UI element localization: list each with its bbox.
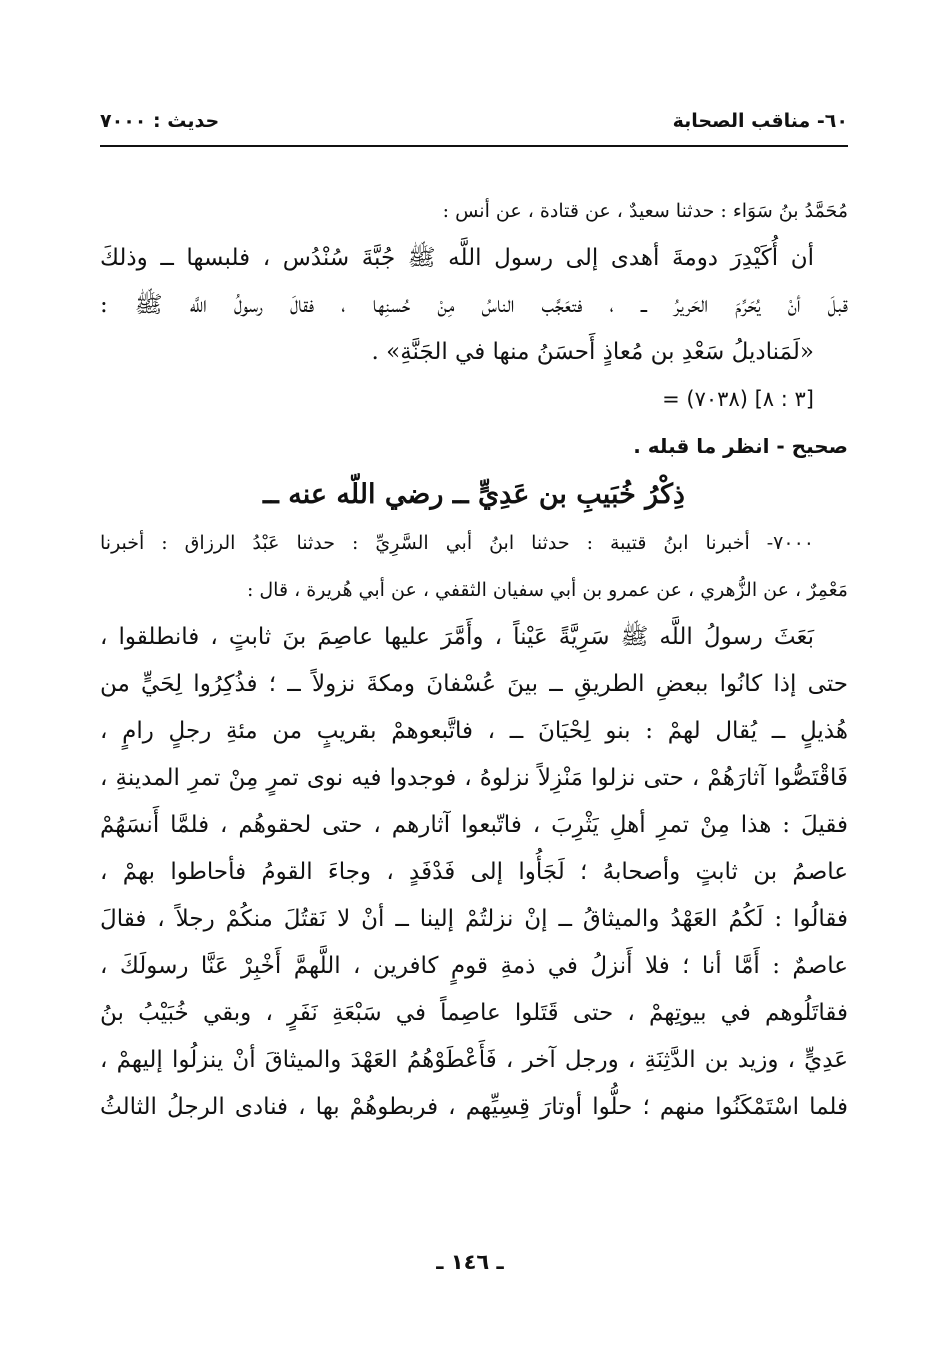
section-heading: ذِكْرُ خُبَيبِ بن عَدِيٍّ ــ رضي اللّه عنه ــ [263, 479, 685, 510]
text-line: فَاقْتَصُّوا آثارَهُمْ ، حتى نزلوا مَنْزِلاً نزلوهُ ، فوجدوا فيه نوى تمرٍ مِنْ تمرِ المدينةِ ، [100, 765, 848, 791]
text-line: فقاتَلُوهم في بيوتِهمْ ، حتى قَتَلوا عاصِماً في سَبْعَةِ نَفَرٍ ، وبقي خُبَيْبُ بنُ [100, 1000, 848, 1026]
hadith-isnad-line: مَعْمِرٌ ، عن الزُّهري ، عن عمرو بن أبي سفيان الثقفي ، عن أبي هُريرة ، قال : [246, 579, 848, 601]
text-line: عاصمٌ : أَمَّا أنا ؛ فلا أَنزلُ في ذمةِ قومٍ كافرين ، اللَّهمَّ أَخْبِرْ عَنَّا رسولَكَ ، [100, 953, 848, 979]
cross-reference: = (٧٠٣٨) [٣ : ٨] [662, 387, 814, 411]
header-rule [100, 145, 848, 147]
page-body [100, 188, 848, 1131]
text-line: فقيلَ : هذا مِنْ تمرِ أهلِ يَثْرِبَ ، فاتّبعوا آثارهم ، حتى لحقوهُم ، فلمَّا أَنسَهُمْ [100, 812, 848, 838]
isnad-line: مُحَمَّدُ بنُ سَوَاء : حدثنا سعيدٌ ، عن قتادة ، عن أنس : [442, 200, 848, 222]
quote-line: «لَمَناديلُ سَعْدِ بن مُعاذٍ أَحسَنُ منها في الجَنَّةِ» . [371, 339, 814, 365]
text-line: فلما اسْتَمْكَنُوا منهم ؛ حلُّوا أوتارَ قِسِيِّهم ، فربطوهُمْ بها ، فنادى الرجلُ الثالثُ [100, 1094, 848, 1120]
text-line: أن أُكَيْدِرَ دومةَ أهدى إلى رسول اللَّه ﷺ جُبَّةَ سُنْدُس ، فلبسها ــ وذلكَ [100, 245, 814, 271]
text-line: فقالُوا : لَكُمُ العَهْدُ والميثاقُ ــ إنْ نزلتُمْ إلينا ــ أنْ لا نَقتُلَ منكُمْ رجلاً ، فقالَ [100, 906, 848, 932]
text-line: هُذيلٍ ــ يُقال لهمْ : بنو لِحْيَانَ ــ ، فاتَّبعوهمْ بقريبٍ من مئةِ رجلٍ رامٍ ، [100, 718, 848, 744]
text-line: عَدِيٍّ ، وزيد بن الدَّثِنَةِ ، ورجل آخر ، فَأَعْطَوْهُمُ العَهْدَ والميثاقَ أنْ ينزلُوا إليهمْ ، [100, 1047, 848, 1073]
chapter-title: ٦٠- مناقب الصحابة [672, 110, 848, 132]
hadith-reference: حديث : ٧٠٠٠ [100, 110, 220, 132]
page-number: ـ ١٤٦ ـ [436, 1250, 504, 1274]
text-line: بَعَثَ رسولُ اللَّه ﷺ سَرِيَّةً عَيْناً ، وأَمَّرَ عليها عاصِمَ بنَ ثابتٍ ، فانطلقوا ، [100, 624, 814, 650]
grading-note: صحيح - انظر ما قبله . [633, 434, 848, 458]
text-line: حتى إذا كانُوا ببعضِ الطريقِ ــ بينَ عُسْفانَ ومكةَ نزولاً ــ ؛ فذُكِرُوا لِحَيٍّ من [100, 671, 848, 697]
hadith-isnad-line: ٧٠٠٠- أخبرنا ابنُ قتيبة : حدثنا ابنُ أبي السَّرِيِّ : حدثنا عَبْدُ الرزاق : أخبرنا [100, 532, 814, 554]
text-line: قبلَ أنْ يُحَرِّمَ الحَريرُ ــ ، فتعَجَّب الناسُ مِنْ حُسنِها ، فقالَ رسولُ اللَّه ﷺ : [100, 292, 848, 318]
running-header [100, 106, 848, 142]
text-line: عاصمُ بن ثابتٍ وأصحابهُ ؛ لَجَأُوا إلى فَدْفَدٍ ، وجاءَ القومُ فأحاطوا بهمْ ، [100, 859, 848, 885]
